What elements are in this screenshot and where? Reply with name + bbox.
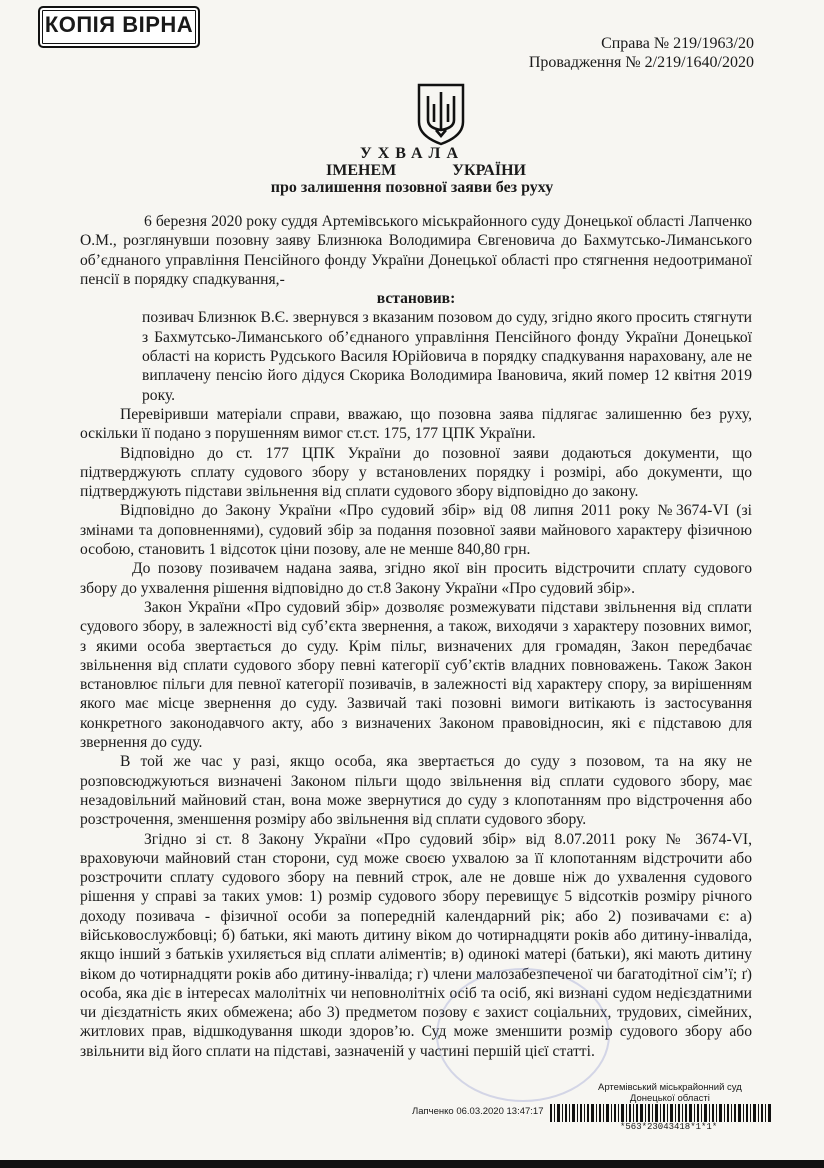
barcode-number: *563*23043418*1*1* [620,1122,718,1132]
paragraph-5: До позову позивачем надана заява, згідно якої він просить відстрочити сплату судового збору до ухвалення рішення відповідно до ст.8 Закону України «Про судовий збір». [80,560,752,597]
coat-of-arms-icon [416,82,466,146]
document-body [80,212,752,1061]
paragraph-6: Закон України «Про судовий збір» дозволяє розмежувати підстави звільнення від сплати судового збору, в залежності від суб’єкта звернення, а також, виходячи з характеру позовних вимог, з якими особа звертається до суду. Крім пільг, визначених для громадян, Закон передбачає звільнення від сплати судового збору певні категорії суб’єктів владних повноважень. Також Закон встановлює пільги для певної категорії позивачів, в залежності від характеру спору, за вирішенням якого має місце звернення до суду. Зазвичай такі позовні вимоги витікають із застосування конкретного законодавчого акту, або з визначених Законом правовідносин, які є підставою для звернення до суду. [80,598,752,752]
subtitle-word-1: ІМЕНЕМ [326,162,397,179]
copy-certified-stamp: КОПІЯ ВІРНА [38,6,200,48]
doc-subtitle [14,162,824,180]
paragraph-1: позивач Близнюк В.Є. звернувся з вказаним позовом до суду, згідно якого просить стягнути з Бахмутсько-Лиманського об’єднаного управління Пенсійного фонду України Донецької області на користь Рудського Василя Юрійовича в порядку спадкування нараховану, але не виплачену пенсію його дідуся Скорика Володимира Івановича, який помер 12 квітня 2019 року. [142,309,752,404]
case-header [529,34,754,72]
court-name [598,1082,742,1104]
bottom-border [0,1160,824,1168]
intro-paragraph: 6 березня 2020 року суддя Артемівського міськрайонного суду Донецької області Лапченко О.М., розглянувши позовну заяву Близнюка Володимира Євгеновича до Бахмутсько-Лиманського об’єднаного управління Пенсійного фонду України Донецької області про стягнення недоотриманої пенсії в порядку спадкування,- [80,213,752,288]
paragraph-7: В той же час у разі, якщо особа, яка звертається до суду з позовом, та на яку не розповсюджуються визначені Законом пільги щодо звільнення від сплати судового збору, має незадовільний майновий стан, вона може звернутися до суду з клопотанням про відстрочення або розстрочення, зменшення розміру або звільнення від сплати судового збору. [80,753,752,829]
court-name-line-1: Артемівський міськрайонний суд [598,1082,742,1093]
document-footer [0,1082,824,1132]
proceeding-number: Провадження № 2/219/1640/2020 [528,54,754,71]
paragraph-3: Відповідно до ст. 177 ЦПК України до позовної заяви додаються документи, що підтверджують сплату судового збору у встановлених порядку і розмірі, або документи, що підтверджують підстави звільнення від сплати судового збору відповідно до закону. [80,444,752,501]
paragraph-4: Відповідно до Закону України «Про судовий збір» від 08 липня 2011 року №3674-VI (зі змінами та доповненнями), судовий збір за подання позовної заяви майнового характеру фізичною особою, становить 1 відсоток ціни позову, але не менше 840,80 грн. [80,502,752,559]
signer-timestamp: Лапченко 06.03.2020 13:47:17 [412,1106,544,1117]
doc-subject: про залишення позовної заяви без руху [270,179,554,196]
paragraph-8: Згідно зі ст. 8 Закону України «Про судовий збір» від 8.07.2011 року № 3674-VI, враховуючи майновий стан сторони, суд може своєю ухвалою за її клопотанням відстрочити або розстрочити сплату судового збору на певний строк, але не довше ніж до ухвалення судового рішення у справі за таких умов: 1) розмір судового збору перевищує 5 відсотків розміру річного доходу позивача - фізичної особи за попередній календарний рік; або 2) позивачами є: а) військовослужбовці; б) батьки, які мають дитину віком до чотирнадцяти років або дитину-інваліда, якщо інший з батьків ухиляється від сплати аліментів; в) одинокі матері (батьки), які мають дитину віком до чотирнадцяти років або дитину-інваліда; г) члени малозабезпеченої чи багатодітної сім’ї; ґ) особа, яка діє в інтересах малолітніх чи неповнолітніх осіб та осіб, які визнані судом недієздатними чи дієздатність яких обмежена; або 3) предметом позову є захист соціальних, трудових, сімейних, житлових прав, відшкодування шкоди здоров’ю. Суд може зменшити розмір судового збору або звільнити від його сплати на підставі, зазначеній у частині першій цієї статті. [80,830,752,1060]
court-name-line-2: Донецької області [629,1093,710,1104]
paragraph-2: Перевіривши матеріали справи, вважаю, що позовна заява підлягає залишенню без руху, оскільки її подано з порушенням вимог ст.ст. 175, 177 ЦПК України. [80,405,752,443]
subtitle-word-2: УКРАЇНИ [452,162,526,179]
case-number: Справа № 219/1963/20 [601,35,754,52]
doc-title: УХВАЛА [360,145,464,162]
established-heading: встановив: [376,290,456,308]
